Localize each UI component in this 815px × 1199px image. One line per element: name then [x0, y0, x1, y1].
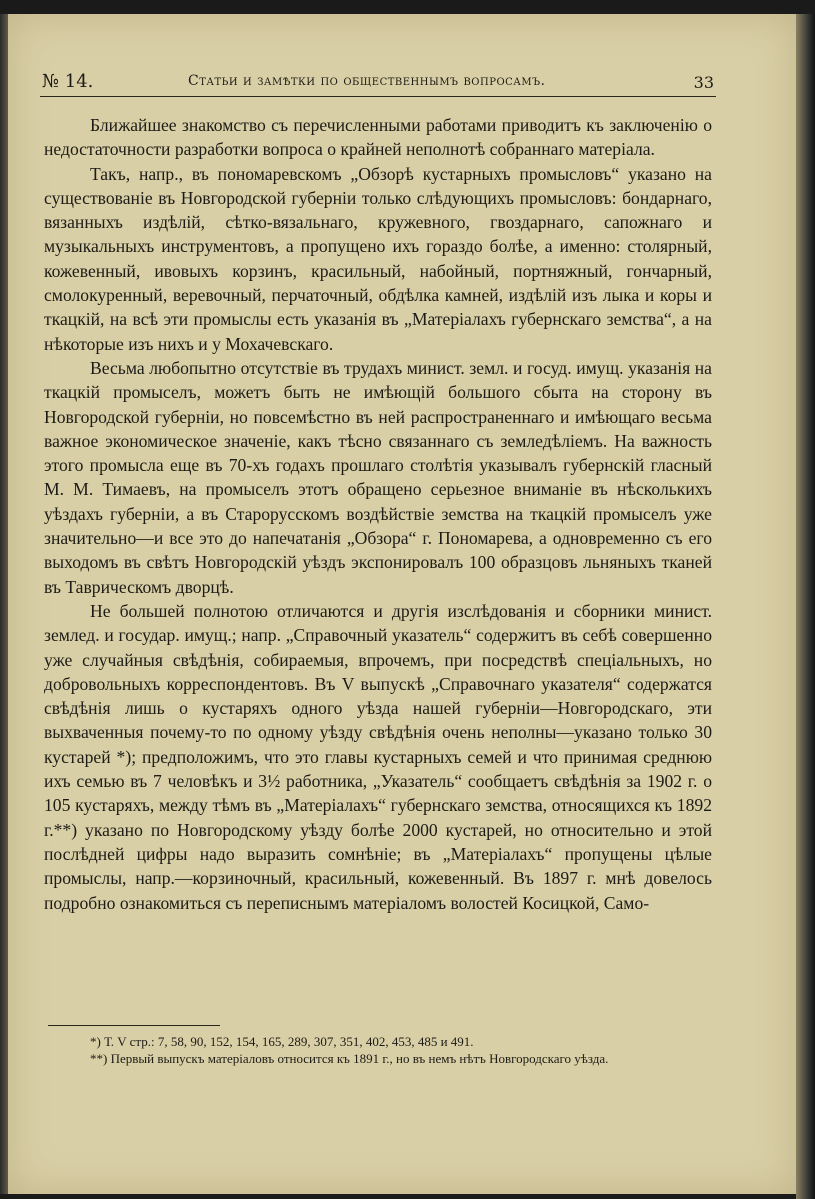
footnote-divider — [48, 1025, 220, 1026]
running-header — [40, 70, 716, 97]
footnote-1: *) Т. V стр.: 7, 58, 90, 152, 154, 165, 289, 307, 351, 402, 453, 485 и 491. — [90, 1034, 474, 1049]
footnotes — [40, 1033, 716, 1067]
article-body — [44, 113, 712, 915]
footnote-2: **) Первый выпускъ матеріаловъ относится къ 1891 г., но въ немъ нѣтъ Новгородскаго уѣзда. — [90, 1051, 609, 1066]
paragraph-3: Весьма любопытно отсутствіе въ трудахъ минист. земл. и госуд. имущ. указанія на ткацкій промыселъ, можетъ быть не имѣющій большого сбыта на сторону въ Новгородской губерніи, но повсемѣстно въ ней распространеннаго и имѣющаго весьма важное экономическое значеніе, какъ тѣсно связаннаго съ земледѣліемъ. На важность этого промысла еще въ 70-хъ годахъ прошлаго столѣтія указывалъ губернскій гласный М. М. Тимаевъ, на промыселъ этотъ обращено серьезное вниманіе въ нѣсколькихъ уѣздахъ губерніи, а въ Старорусскомъ воздѣйствіе земства на ткацкій промыселъ уже значительно—и все это до напечатанія „Обзора“ г. Пономарева, а одновременно съ его выходомъ въ свѣтъ Новгородскій уѣздъ экспонировалъ 100 образцовъ льняныхъ тканей въ Таврическомъ дворцѣ. — [44, 357, 712, 597]
page-right-edge — [796, 14, 815, 1199]
paragraph-2: Такъ, напр., въ пономаревскомъ „Обзорѣ кустарныхъ промысловъ“ указано на существованіе въ Новгородской губерніи только слѣдующихъ промысловъ: бондарнаго, вязанныхъ издѣлій, сѣтко-вязальнаго, кружевного, гвоздарнаго, сапожнаго и музыкальныхъ инструментовъ, а пропущено ихъ гораздо болѣе, а именно: столярный, кожевенный, ивовыхъ корзинъ, красильный, набойный, портняжный, гончарный, смолокуренный, веревочный, перчаточный, обдѣлка камней, издѣлій изъ лыка и коры и ткацкій, на всѣ эти промыслы есть указанія въ „Матеріалахъ губернскаго земства“, а на нѣкоторые изъ нихъ и у Мохачевскаго. — [44, 163, 712, 354]
page-number: 33 — [693, 73, 714, 92]
issue-number: № 14. — [42, 71, 94, 92]
section-title: Статьи и замѣтки по общественнымъ вопросамъ. — [188, 73, 546, 89]
paragraph-1: Ближайшее знакомство съ перечисленными работами приводитъ къ заключенію о недостаточности разработки вопроса о крайней неполнотѣ собраннаго матеріала. — [44, 115, 712, 160]
paragraph-4: Не большей полнотою отличаются и другія изслѣдованія и сборники минист. землед. и государ. имущ.; напр. „Справочный указатель“ содержитъ въ себѣ совершенно уже случайныя свѣдѣнія, собираемыя, впрочемъ, при посредствѣ спеціальныхъ, но добровольныхъ корреспондентовъ. Въ V выпускѣ „Справочнаго указателя“ содержатся свѣдѣнія лишь о кустаряхъ одного уѣзда нашей губерніи—Новгородскаго, эти выхваченныя почему-то по одному уѣзду свѣдѣнія очень неполны—указано только 30 кустарей *); предположимъ, что это главы кустарныхъ семей и что принимая среднюю ихъ семью въ 7 человѣкъ и 3½ работника, „Указатель“ сообщаетъ свѣдѣнія за 1902 г. о 105 кустаряхъ, между тѣмъ въ „Матеріалахъ“ губернскаго земства, относящихся къ 1892 г.**) указано по Новгородскому уѣзду болѣе 2000 кустарей, но относительно и этой послѣдней цифры надо выразить сомнѣніе; въ „Матеріалахъ“ пропущены цѣлые промыслы, напр.—корзиночный, красильный, кожевенный. Въ 1897 г. мнѣ довелось подробно ознакомиться съ переписнымъ матеріаломъ волостей Косицкой, Само- — [44, 600, 712, 913]
